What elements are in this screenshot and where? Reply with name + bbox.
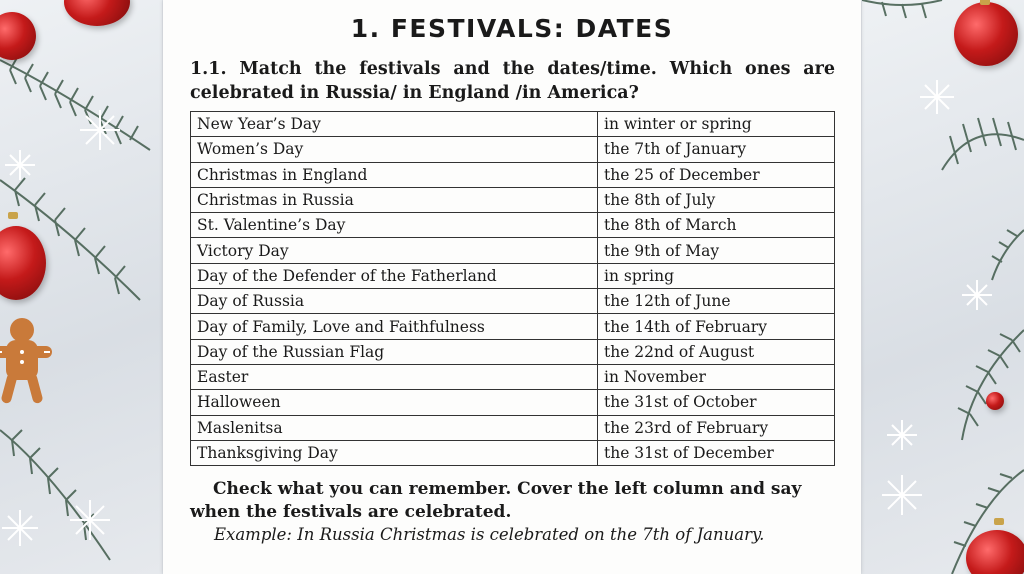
- festival-cell: Christmas in England: [191, 162, 598, 187]
- table-row: [191, 238, 835, 263]
- date-cell: in spring: [598, 263, 835, 288]
- fir-branch-icon: [862, 0, 1024, 574]
- date-cell: the 7th of January: [598, 137, 835, 162]
- date-cell: the 22nd of August: [598, 339, 835, 364]
- table-row: [191, 314, 835, 339]
- table-row: [191, 364, 835, 389]
- page-title: 1. FESTIVALS: DATES: [350, 14, 674, 43]
- table-row: [191, 289, 835, 314]
- decorative-border-left: [0, 0, 162, 574]
- table-row: [191, 162, 835, 187]
- date-cell: the 25 of December: [598, 162, 835, 187]
- ornament-icon: [954, 2, 1018, 66]
- table-row: [191, 137, 835, 162]
- festival-cell: Thanksgiving Day: [191, 440, 598, 465]
- festival-cell: St. Valentine’s Day: [191, 213, 598, 238]
- festivals-table: [190, 111, 835, 466]
- festival-cell: Day of Family, Love and Faithfulness: [191, 314, 598, 339]
- festival-cell: Christmas in Russia: [191, 187, 598, 212]
- ornament-icon: [986, 392, 1004, 410]
- date-cell: the 31st of December: [598, 440, 835, 465]
- date-cell: the 31st of October: [598, 390, 835, 415]
- example-sentence: Example: In Russia Christmas is celebrated on the 7th of January.: [214, 525, 765, 544]
- date-cell: the 8th of July: [598, 187, 835, 212]
- date-cell: the 12th of June: [598, 289, 835, 314]
- table-row: [191, 440, 835, 465]
- date-cell: the 14th of February: [598, 314, 835, 339]
- date-cell: the 9th of May: [598, 238, 835, 263]
- table-row: [191, 187, 835, 212]
- snowflake-icon: [882, 80, 992, 515]
- exercise-instruction: 1.1. Match the festivals and the dates/time. Which ones are celebrated in Russia/ in England /in America?: [190, 59, 835, 103]
- festival-cell: Easter: [191, 364, 598, 389]
- festival-cell: Victory Day: [191, 238, 598, 263]
- festival-cell: Day of the Russian Flag: [191, 339, 598, 364]
- date-cell: in winter or spring: [598, 112, 835, 137]
- table-row: [191, 213, 835, 238]
- table-row: [191, 339, 835, 364]
- festival-cell: Maslenitsa: [191, 415, 598, 440]
- table-row: [191, 415, 835, 440]
- date-cell: the 8th of March: [598, 213, 835, 238]
- worksheet-page: [163, 0, 861, 574]
- table-row: [191, 263, 835, 288]
- table-row: [191, 390, 835, 415]
- decorative-border-right: [862, 0, 1024, 574]
- festival-cell: Women’s Day: [191, 137, 598, 162]
- festival-cell: Day of Russia: [191, 289, 598, 314]
- festival-cell: Day of the Defender of the Fatherland: [191, 263, 598, 288]
- date-cell: in November: [598, 364, 835, 389]
- date-cell: the 23rd of February: [598, 415, 835, 440]
- festival-cell: New Year’s Day: [191, 112, 598, 137]
- table-row: [191, 112, 835, 137]
- check-instruction: Check what you can remember. Cover the left column and say when the festivals are celebrated.: [190, 479, 802, 522]
- gingerbread-icon: [0, 318, 52, 404]
- festival-cell: Halloween: [191, 390, 598, 415]
